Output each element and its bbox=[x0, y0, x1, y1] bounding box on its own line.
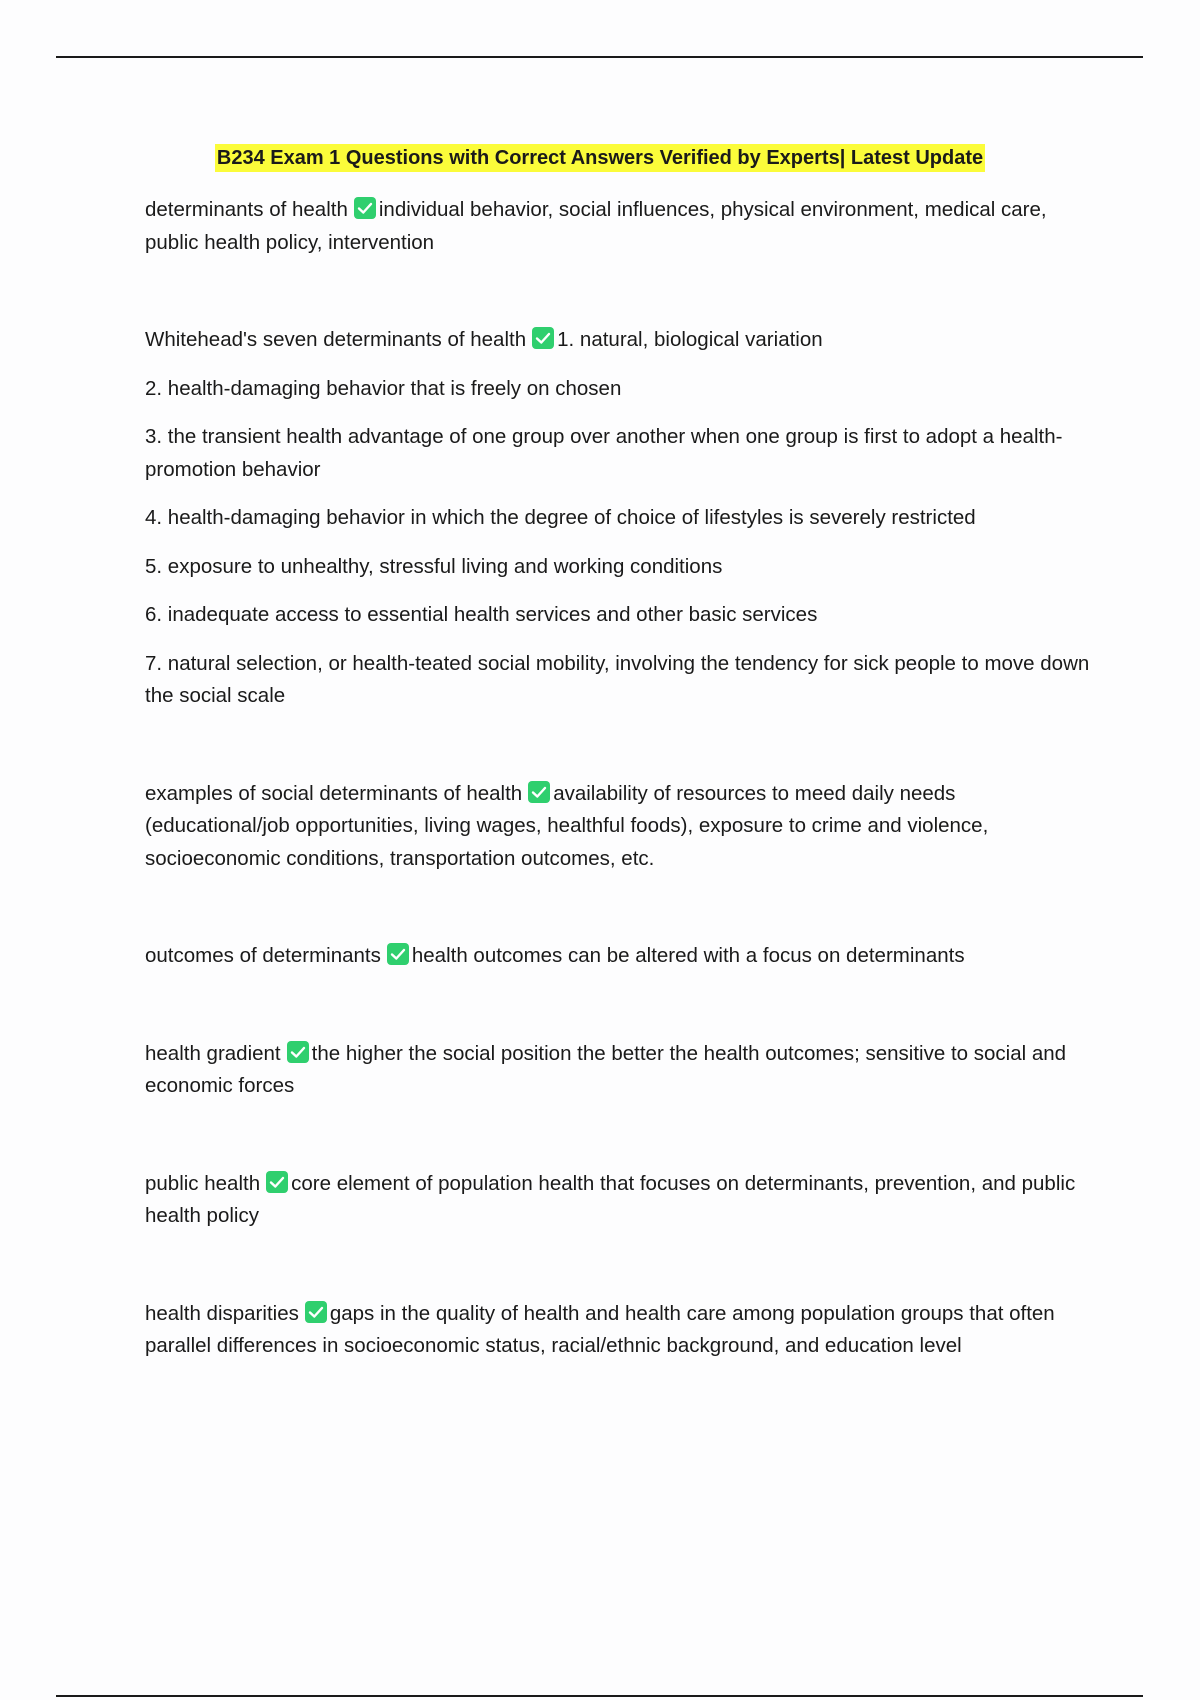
check-icon bbox=[266, 1171, 288, 1193]
check-icon bbox=[354, 197, 376, 219]
qa-item bbox=[145, 1038, 1095, 1103]
check-icon bbox=[305, 1301, 327, 1323]
qa-item bbox=[145, 778, 1095, 876]
check-icon bbox=[387, 943, 409, 965]
qa-term: public health bbox=[145, 1171, 261, 1195]
list-item: 3. the transient health advantage of one group over another when one group is first to adopt a health-promotion behavior bbox=[145, 425, 1063, 481]
qa-item bbox=[145, 1168, 1095, 1233]
check-icon bbox=[528, 781, 550, 803]
qa-answer: 1. natural, biological variation bbox=[557, 328, 823, 351]
bottom-rule bbox=[56, 1695, 1143, 1697]
qa-item bbox=[145, 194, 1095, 259]
qa-term: health gradient bbox=[145, 1041, 281, 1065]
list-item: 6. inadequate access to essential health services and other basic services bbox=[145, 603, 818, 626]
qa-term: Whitehead's seven determinants of health bbox=[145, 328, 527, 351]
qa-term: determinants of health bbox=[145, 198, 348, 221]
list-item: 7. natural selection, or health-teated social mobility, involving the tendency for sick people to move down the social scale bbox=[145, 651, 1090, 707]
top-rule bbox=[56, 56, 1143, 58]
qa-answer: the higher the social position the better the health outcomes; sensitive to social and economic forces bbox=[145, 1041, 1067, 1097]
title-wrap bbox=[0, 144, 1200, 172]
qa-item bbox=[145, 1298, 1095, 1363]
qa-answer: gaps in the quality of health and health care among population groups that often parallel differences in socioeconomic status, racial/ethnic background, and education level bbox=[145, 1301, 1055, 1357]
qa-term: health disparities bbox=[145, 1301, 299, 1325]
qa-answer: individual behavior, social influences, physical environment, medical care, public health policy, intervention bbox=[145, 198, 1047, 254]
qa-content bbox=[145, 194, 1095, 1363]
qa-term: examples of social determinants of health bbox=[145, 781, 523, 805]
check-icon bbox=[532, 327, 554, 349]
qa-term: outcomes of determinants bbox=[145, 944, 381, 967]
qa-answer: health outcomes can be altered with a focus on determinants bbox=[411, 944, 965, 967]
qa-answer: core element of population health that focuses on determinants, prevention, and public health policy bbox=[145, 1171, 1076, 1227]
qa-item bbox=[145, 940, 1095, 973]
document-title: B234 Exam 1 Questions with Correct Answers Verified by Experts| Latest Update bbox=[215, 144, 985, 172]
list-item: 5. exposure to unhealthy, stressful living and working conditions bbox=[145, 554, 723, 578]
check-icon bbox=[287, 1041, 309, 1063]
qa-item bbox=[145, 324, 1095, 357]
qa-answer: availability of resources to meed daily needs (educational/job opportunities, living wages, healthful foods), exposure to crime and violence, socioeconomic conditions, transportation outcomes, etc. bbox=[145, 781, 989, 870]
list-item: 4. health-damaging behavior in which the degree of choice of lifestyles is severely restricted bbox=[145, 506, 976, 529]
list-item: 2. health-damaging behavior that is freely on chosen bbox=[145, 376, 622, 400]
